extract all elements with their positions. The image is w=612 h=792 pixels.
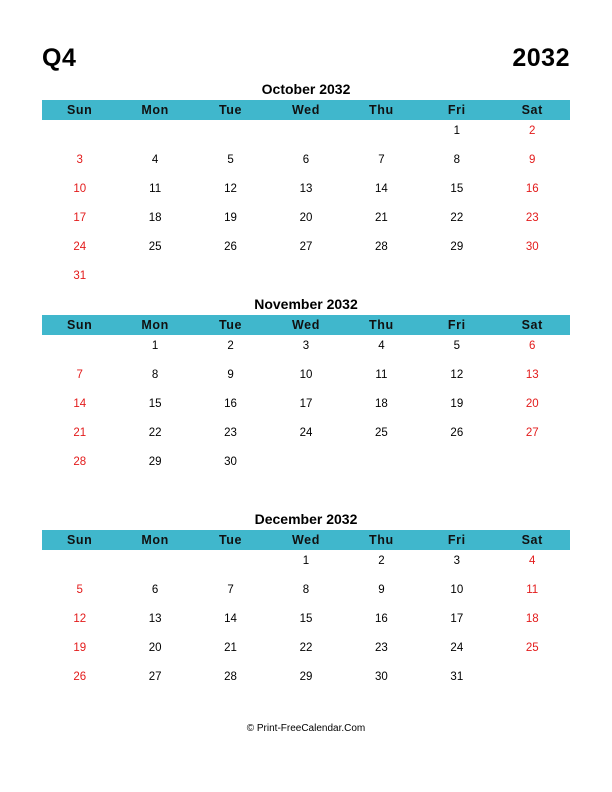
weekday-label: Tue bbox=[219, 318, 243, 332]
week-row bbox=[42, 640, 570, 669]
day-cell: 30 bbox=[525, 241, 539, 253]
day-cell: 21 bbox=[224, 642, 237, 654]
week-row bbox=[42, 367, 570, 396]
day-cell: 23 bbox=[525, 212, 539, 224]
day-grid bbox=[42, 338, 570, 483]
day-cell bbox=[193, 123, 268, 152]
weekday-label: Mon bbox=[141, 533, 169, 547]
weekday-label: Sun bbox=[67, 103, 93, 117]
day-cell bbox=[193, 553, 268, 582]
day-cell: 6 bbox=[529, 340, 536, 352]
day-cell: 18 bbox=[525, 613, 539, 625]
day-cell: 3 bbox=[302, 340, 310, 352]
day-cell: 14 bbox=[73, 398, 87, 410]
weekday-header-bar bbox=[42, 530, 570, 550]
day-cell bbox=[419, 454, 494, 483]
day-cell: 15 bbox=[299, 613, 313, 625]
day-cell: 20 bbox=[299, 212, 313, 224]
day-cell: 26 bbox=[224, 241, 237, 253]
weekday-header-bar bbox=[42, 315, 570, 335]
day-cell: 31 bbox=[450, 671, 464, 683]
week-row bbox=[42, 425, 570, 454]
day-cell: 26 bbox=[450, 427, 464, 439]
day-cell: 5 bbox=[227, 154, 234, 166]
day-cell: 21 bbox=[375, 212, 388, 224]
week-row bbox=[42, 669, 570, 698]
day-cell: 13 bbox=[148, 613, 162, 625]
day-cell: 5 bbox=[453, 340, 461, 352]
day-cell: 4 bbox=[378, 340, 385, 352]
day-cell: 29 bbox=[299, 671, 313, 683]
day-cell: 19 bbox=[73, 642, 87, 654]
day-cell bbox=[42, 553, 117, 582]
day-cell: 11 bbox=[375, 369, 388, 381]
week-row bbox=[42, 454, 570, 483]
day-cell bbox=[42, 123, 117, 152]
day-cell: 25 bbox=[525, 642, 539, 654]
month-calendar bbox=[42, 295, 570, 483]
month-title: October 2032 bbox=[261, 81, 351, 97]
day-cell: 6 bbox=[151, 584, 159, 596]
day-cell bbox=[495, 268, 570, 297]
day-cell: 5 bbox=[76, 584, 83, 596]
day-cell: 8 bbox=[151, 369, 159, 381]
day-cell: 16 bbox=[375, 613, 388, 625]
week-row bbox=[42, 268, 570, 297]
day-cell: 21 bbox=[73, 427, 87, 439]
weekday-label: Sat bbox=[521, 318, 543, 332]
weekday-label: Sun bbox=[67, 533, 93, 547]
weekday-label: Wed bbox=[291, 103, 320, 117]
day-cell: 14 bbox=[224, 613, 237, 625]
day-cell: 22 bbox=[148, 427, 162, 439]
weekday-header-bar bbox=[42, 100, 570, 120]
day-cell: 3 bbox=[453, 555, 461, 567]
day-cell: 7 bbox=[378, 154, 385, 166]
day-grid bbox=[42, 123, 570, 297]
day-cell: 10 bbox=[73, 183, 87, 195]
day-cell: 23 bbox=[224, 427, 237, 439]
day-cell: 13 bbox=[525, 369, 539, 381]
day-cell: 4 bbox=[529, 555, 536, 567]
weekday-label: Mon bbox=[141, 103, 169, 117]
day-cell: 24 bbox=[73, 241, 87, 253]
day-cell bbox=[344, 454, 419, 483]
day-cell: 11 bbox=[149, 183, 162, 195]
day-cell: 1 bbox=[151, 340, 159, 352]
day-cell bbox=[268, 454, 343, 483]
day-cell: 12 bbox=[450, 369, 464, 381]
day-cell: 17 bbox=[450, 613, 464, 625]
month-title: November 2032 bbox=[254, 296, 358, 312]
day-cell bbox=[419, 268, 494, 297]
day-cell: 17 bbox=[73, 212, 87, 224]
day-cell: 11 bbox=[526, 584, 539, 596]
day-cell: 12 bbox=[73, 613, 87, 625]
week-row bbox=[42, 181, 570, 210]
week-row bbox=[42, 210, 570, 239]
day-cell bbox=[268, 268, 343, 297]
day-cell: 9 bbox=[529, 154, 536, 166]
week-row bbox=[42, 553, 570, 582]
weekday-label: Sun bbox=[67, 318, 93, 332]
month-calendar bbox=[42, 510, 570, 698]
day-cell bbox=[42, 338, 117, 367]
day-cell bbox=[344, 123, 419, 152]
day-cell: 12 bbox=[224, 183, 237, 195]
day-cell: 19 bbox=[224, 212, 237, 224]
day-cell: 19 bbox=[450, 398, 464, 410]
day-cell: 15 bbox=[450, 183, 464, 195]
day-cell: 1 bbox=[453, 125, 461, 137]
weekday-label: Wed bbox=[291, 533, 320, 547]
day-cell: 27 bbox=[148, 671, 162, 683]
day-cell: 10 bbox=[299, 369, 313, 381]
week-row bbox=[42, 396, 570, 425]
day-cell: 9 bbox=[227, 369, 234, 381]
day-cell: 29 bbox=[148, 456, 162, 468]
day-cell: 20 bbox=[148, 642, 162, 654]
year-label: 2032 bbox=[512, 44, 570, 72]
day-cell: 7 bbox=[76, 369, 83, 381]
day-cell: 23 bbox=[375, 642, 388, 654]
day-cell: 8 bbox=[453, 154, 461, 166]
day-cell bbox=[193, 268, 268, 297]
weekday-label: Sat bbox=[521, 103, 543, 117]
day-cell: 16 bbox=[224, 398, 237, 410]
day-cell: 27 bbox=[525, 427, 539, 439]
day-cell bbox=[495, 454, 570, 483]
day-cell bbox=[117, 268, 192, 297]
weekday-label: Thu bbox=[369, 318, 394, 332]
day-cell: 27 bbox=[299, 241, 313, 253]
day-cell: 28 bbox=[224, 671, 237, 683]
day-cell: 25 bbox=[148, 241, 162, 253]
day-cell: 2 bbox=[227, 340, 234, 352]
weekday-label: Tue bbox=[219, 103, 243, 117]
day-cell: 18 bbox=[148, 212, 162, 224]
weekday-label: Wed bbox=[291, 318, 320, 332]
day-cell bbox=[344, 268, 419, 297]
day-cell: 22 bbox=[450, 212, 464, 224]
day-cell: 7 bbox=[227, 584, 234, 596]
week-row bbox=[42, 152, 570, 181]
day-cell bbox=[268, 123, 343, 152]
month-title: December 2032 bbox=[254, 511, 358, 527]
day-cell: 8 bbox=[302, 584, 310, 596]
weekday-label: Thu bbox=[369, 103, 394, 117]
day-cell: 26 bbox=[73, 671, 87, 683]
day-cell: 29 bbox=[450, 241, 464, 253]
weekday-label: Fri bbox=[447, 103, 466, 117]
day-cell: 10 bbox=[450, 584, 464, 596]
week-row bbox=[42, 611, 570, 640]
day-cell bbox=[117, 553, 192, 582]
day-cell: 6 bbox=[302, 154, 310, 166]
weekday-label: Tue bbox=[219, 533, 243, 547]
day-cell: 13 bbox=[299, 183, 313, 195]
weekday-label: Sat bbox=[521, 533, 543, 547]
day-cell: 16 bbox=[525, 183, 539, 195]
day-cell bbox=[117, 123, 192, 152]
month-calendar bbox=[42, 80, 570, 297]
footer-credit: © Print-FreeCalendar.Com bbox=[246, 723, 366, 734]
day-cell: 15 bbox=[148, 398, 162, 410]
day-cell: 28 bbox=[375, 241, 388, 253]
day-cell: 31 bbox=[73, 270, 87, 282]
week-row bbox=[42, 582, 570, 611]
day-cell: 9 bbox=[378, 584, 385, 596]
day-cell: 30 bbox=[375, 671, 388, 683]
week-row bbox=[42, 123, 570, 152]
day-cell: 24 bbox=[299, 427, 313, 439]
day-grid bbox=[42, 553, 570, 698]
quarter-label: Q4 bbox=[42, 44, 77, 72]
day-cell: 28 bbox=[73, 456, 87, 468]
weekday-label: Mon bbox=[141, 318, 169, 332]
weekday-label: Fri bbox=[447, 533, 466, 547]
day-cell: 22 bbox=[299, 642, 313, 654]
week-row bbox=[42, 338, 570, 367]
day-cell: 1 bbox=[302, 555, 310, 567]
day-cell: 24 bbox=[450, 642, 464, 654]
day-cell: 2 bbox=[378, 555, 385, 567]
day-cell: 18 bbox=[375, 398, 388, 410]
weekday-label: Fri bbox=[447, 318, 466, 332]
week-row bbox=[42, 239, 570, 268]
day-cell: 20 bbox=[525, 398, 539, 410]
day-cell: 2 bbox=[529, 125, 536, 137]
day-cell: 25 bbox=[375, 427, 388, 439]
day-cell: 17 bbox=[299, 398, 313, 410]
day-cell: 14 bbox=[375, 183, 388, 195]
day-cell: 30 bbox=[224, 456, 237, 468]
weekday-label: Thu bbox=[369, 533, 394, 547]
day-cell: 4 bbox=[151, 154, 159, 166]
day-cell bbox=[495, 669, 570, 698]
day-cell: 3 bbox=[76, 154, 83, 166]
